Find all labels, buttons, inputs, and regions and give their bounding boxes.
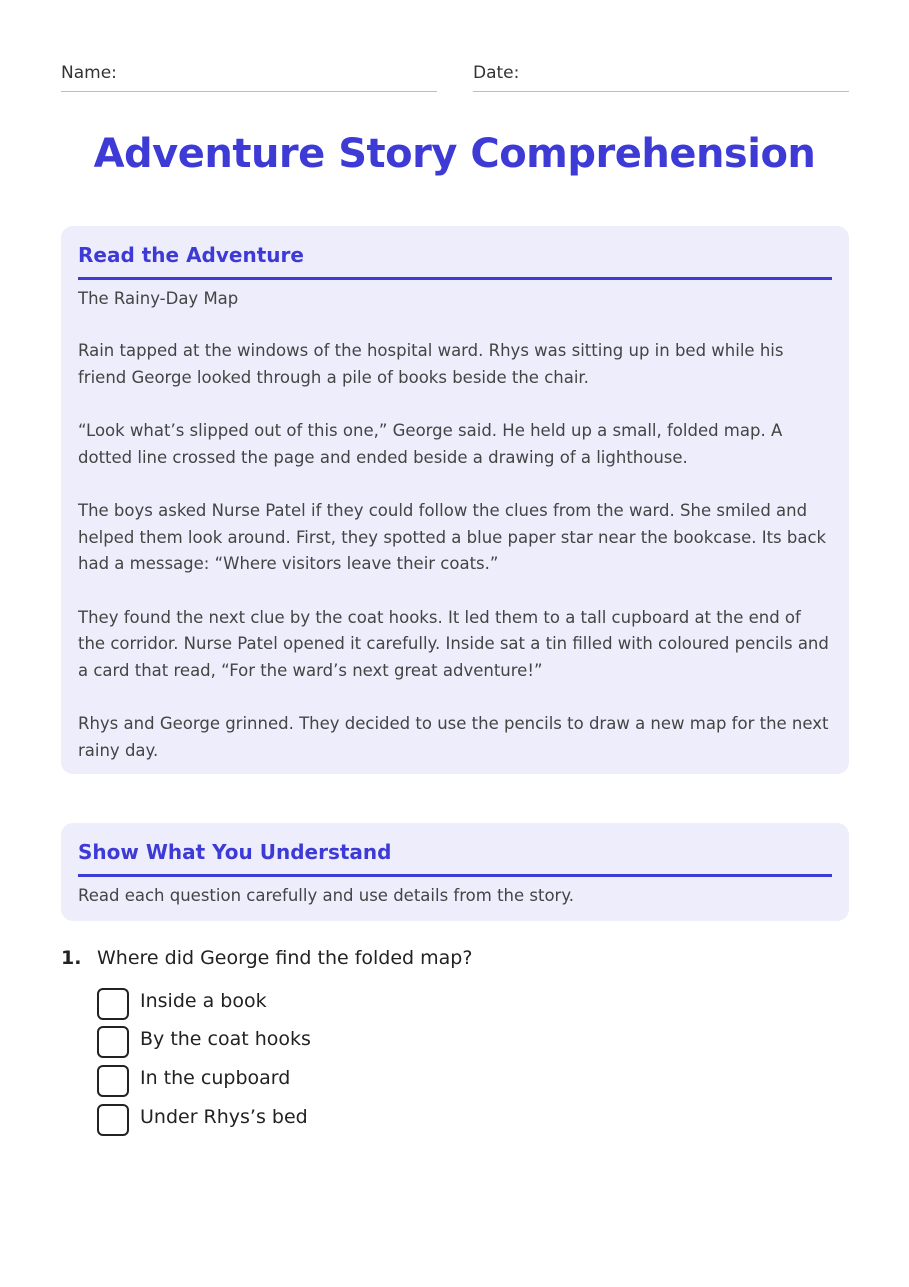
checkbox[interactable]	[97, 1026, 129, 1058]
story-paragraph: Rain tapped at the windows of the hospital ward. Rhys was sitting up in bed while his friend George looked through a pile of books beside the chair.	[78, 341, 784, 387]
question-number: 1.	[61, 947, 82, 969]
story-paragraph: Rhys and George grinned. They decided to use the pencils to draw a new map for the next rainy day.	[78, 714, 829, 760]
checkbox[interactable]	[97, 1104, 129, 1136]
option-label: In the cupboard	[140, 1067, 291, 1089]
answer-option[interactable]	[97, 1065, 497, 1097]
story-panel	[61, 226, 849, 774]
understand-panel	[61, 823, 849, 921]
story-paragraph: “Look what’s slipped out of this one,” George said. He held up a small, folded map. A dotted line crossed the page and ended beside a drawing of a lighthouse.	[78, 421, 783, 467]
date-label: Date:	[473, 63, 520, 83]
checkbox[interactable]	[97, 1065, 129, 1097]
name-field[interactable]	[61, 62, 437, 92]
story-title: The Rainy-Day Map	[78, 289, 239, 308]
story-heading: Read the Adventure	[78, 226, 832, 280]
checkbox[interactable]	[97, 988, 129, 1020]
name-label: Name:	[61, 63, 117, 83]
option-label: Inside a book	[140, 990, 267, 1012]
option-label: Under Rhys’s bed	[140, 1106, 308, 1128]
answer-option[interactable]	[97, 1104, 497, 1136]
story-paragraph: They found the next clue by the coat hooks. It led them to a tall cupboard at the end of the corridor. Nurse Patel opened it carefully. Inside sat a tin filled with coloured pencils and a card that read, “For the ward’s next great adventure!”	[78, 607, 829, 680]
date-field[interactable]	[473, 62, 849, 92]
instructions-text: Read each question carefully and use details from the story.	[78, 886, 574, 905]
understand-heading: Show What You Understand	[78, 823, 832, 877]
question-text: Where did George find the folded map?	[97, 947, 473, 969]
option-label: By the coat hooks	[140, 1028, 311, 1050]
story-paragraph: The boys asked Nurse Patel if they could follow the clues from the ward. She smiled and helped them look around. First, they spotted a blue paper star near the bookcase. Its back had a message: “Where visitors leave their coats.”	[78, 501, 827, 573]
header-fields	[61, 62, 849, 92]
answer-option[interactable]	[97, 988, 497, 1020]
page-title: Adventure Story Comprehension	[93, 131, 816, 177]
answer-option[interactable]	[97, 1026, 497, 1058]
